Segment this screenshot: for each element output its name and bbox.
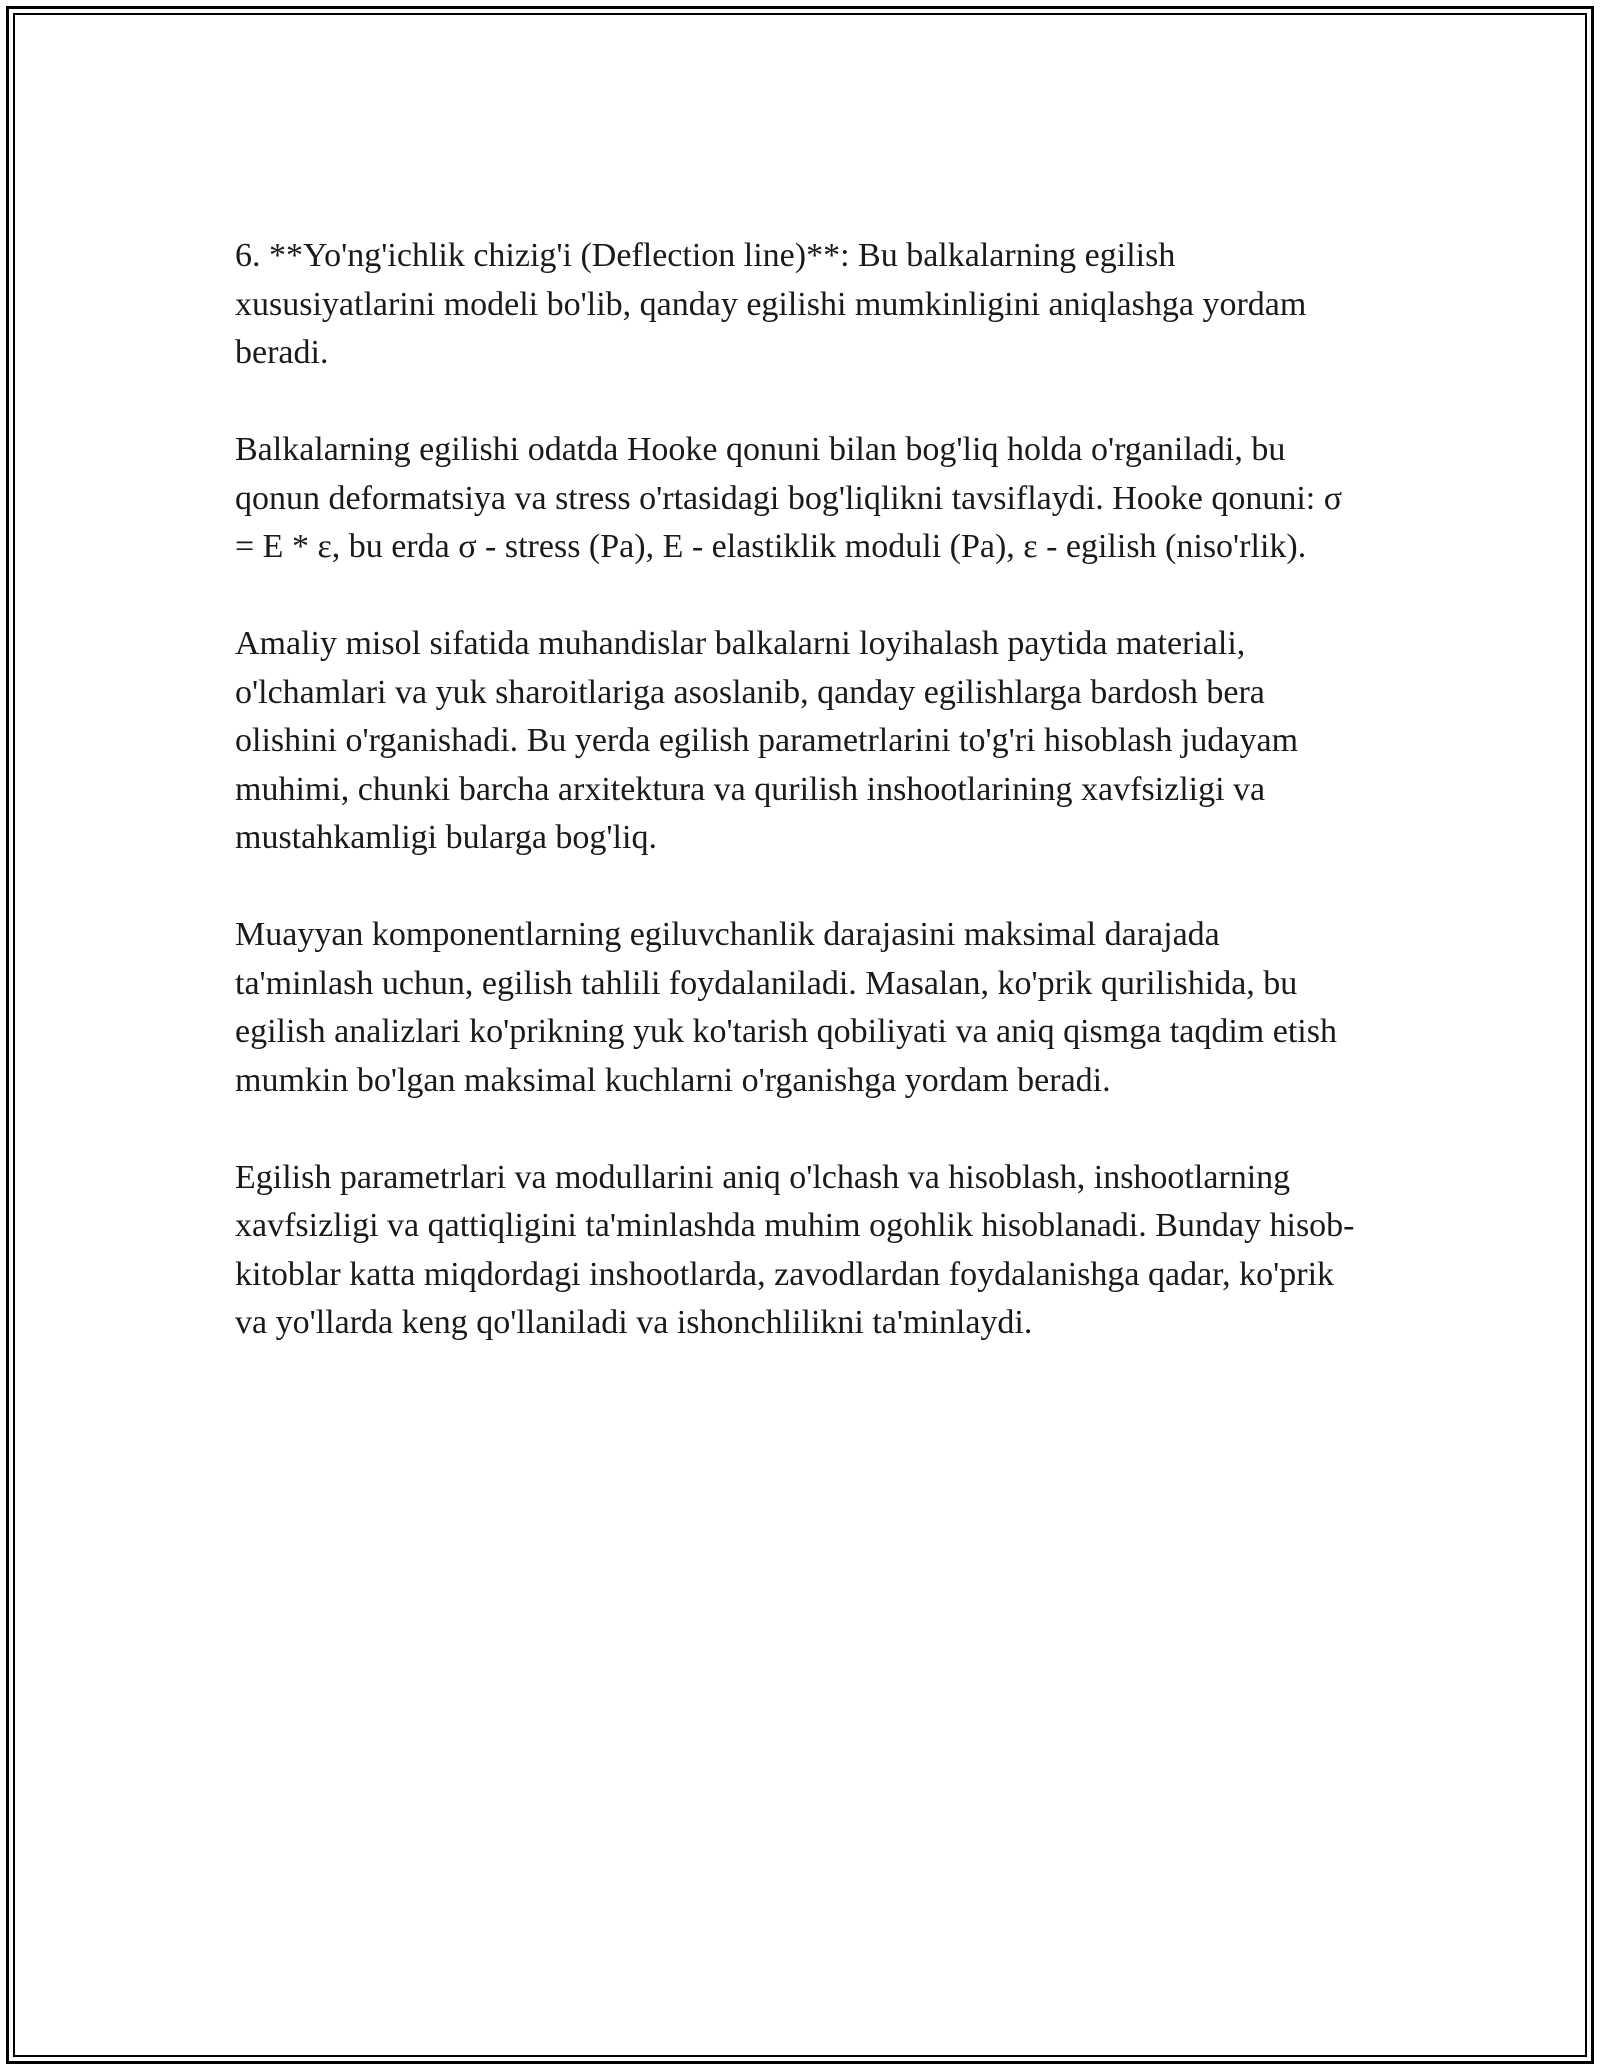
- paragraph-safety-calculations: Egilish parametrlari va modullarini aniq o'lchash va hisoblash, inshootlarning xavfsizligi va qattiqligini ta'minlashda muhim ogohlik hisoblanadi. Bunday hisob-kitoblar katta miqdordagi inshootlarda, zavodlardan foydalanishga qadar, ko'prik va yo'llarda keng qo'llaniladi va ishonchlilikni ta'minlaydi.: [235, 1158, 1355, 1341]
- paragraph-deflection-line: 6. **Yo'ng'ichlik chizig'i (Deflection line)**: Bu balkalarning egilish xususiyatlarini modeli bo'lib, qanday egilishi mumkinligini aniqlashga yordam beradi.: [235, 237, 1307, 371]
- document-body: [235, 232, 1360, 1396]
- paragraph-hooke-law: Balkalarning egilishi odatda Hooke qonuni bilan bog'liq holda o'rganiladi, bu qonun deformatsiya va stress o'rtasidagi bog'liqlikni tavsiflaydi. Hooke qonuni: σ = E * ε, bu erda σ - stress (Pa), E - elastiklik moduli (Pa), ε - egilish (niso'rlik).: [235, 431, 1343, 565]
- paragraph-practical-example: Amaliy misol sifatida muhandislar balkalarni loyihalash paytida materiali, o'lchamlari va yuk sharoitlariga asoslanib, qanday egilishlarga bardosh bera olishini o'rganishadi. Bu yerda egilish parametrlarini to'g'ri hisoblash judayam muhimi, chunki barcha arxitektura va qurilish inshootlarining xavfsizligi va mustahkamligi bularga bog'liq.: [235, 625, 1299, 856]
- paragraph-flexibility-analysis: Muayyan komponentlarning egiluvchanlik darajasini maksimal darajada ta'minlash uchun, egilish tahlili foydalaniladi. Masalan, ko'prik qurilishida, bu egilish analizlari ko'prikning yuk ko'tarish qobiliyati va aniq qismga taqdim etish mumkin bo'lgan maksimal kuchlarni o'rganishga yordam beradi.: [235, 916, 1337, 1099]
